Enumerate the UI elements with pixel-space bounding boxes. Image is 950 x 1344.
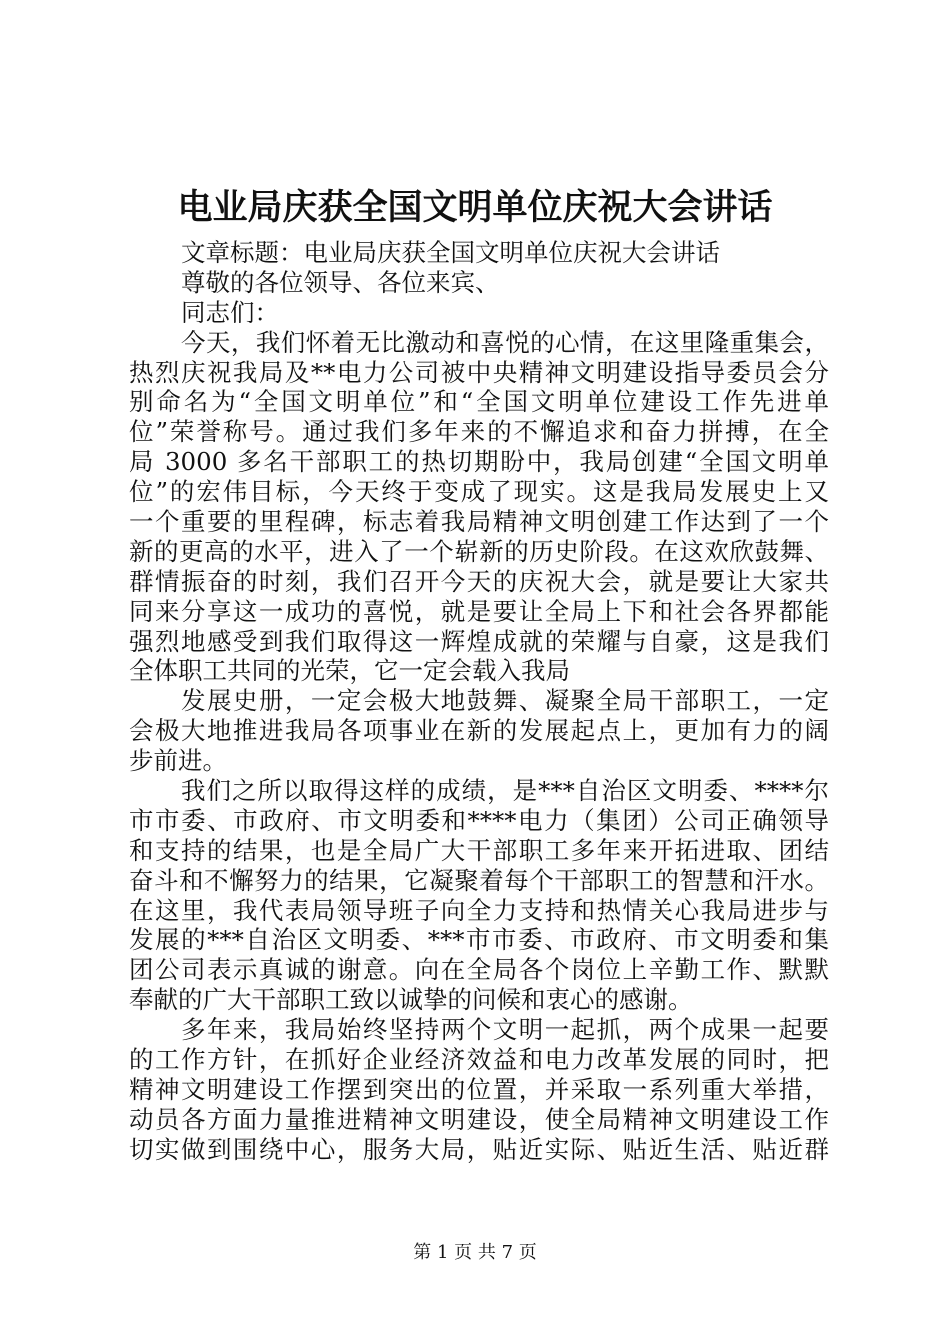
text-line: 多年来，我局始终坚持两个文明一起抓，两个成果一起要 bbox=[181, 1015, 829, 1045]
text-line: 发展史册，一定会极大地鼓舞、凝聚全局干部职工，一定 bbox=[181, 686, 829, 716]
text-line: 全体职工共同的光荣，它一定会载入我局 bbox=[129, 656, 570, 686]
text-line: 位”荣誉称号。通过我们多年来的不懈追求和奋力拼搏，在全 bbox=[129, 417, 829, 447]
text-line: 市市委、市政府、市文明委和****电力（集团）公司正确领导 bbox=[129, 805, 829, 835]
text-line: 会极大地推进我局各项事业在新的发展起点上，更加有力的阔 bbox=[129, 716, 829, 746]
text-line: 群情振奋的时刻，我们召开今天的庆祝大会，就是要让大家共 bbox=[129, 566, 829, 596]
text-line: 奉献的广大干部职工致以诚挚的问候和衷心的感谢。 bbox=[129, 985, 693, 1015]
text-line: 步前进。 bbox=[129, 746, 227, 776]
text-line: 动员各方面力量推进精神文明建设，使全局精神文明建设工作 bbox=[129, 1104, 829, 1134]
text-line: 奋斗和不懈努力的结果，它凝聚着每个干部职工的智慧和汗水。 bbox=[129, 865, 829, 895]
text-line: 尊敬的各位领导、各位来宾、 bbox=[181, 267, 500, 297]
text-line: 同志们： bbox=[181, 297, 279, 327]
text-line: 切实做到围绕中心，服务大局，贴近实际、贴近生活、贴近群 bbox=[129, 1134, 829, 1164]
text-line: 一个重要的里程碑，标志着我局精神文明创建工作达到了一个 bbox=[129, 507, 829, 537]
text-line: 强烈地感受到我们取得这一辉煌成就的荣耀与自豪，这是我们 bbox=[129, 626, 829, 656]
text-line: 的工作方针，在抓好企业经济效益和电力改革发展的同时，把 bbox=[129, 1045, 829, 1075]
text-line: 精神文明建设工作摆到突出的位置，并采取一系列重大举措， bbox=[129, 1074, 829, 1104]
text-line: 和支持的结果，也是全局广大干部职工多年来开拓进取、团结 bbox=[129, 835, 829, 865]
text-line: 团公司表示真诚的谢意。向在全局各个岗位上辛勤工作、默默 bbox=[129, 955, 829, 985]
text-line: 热烈庆祝我局及**电力公司被中央精神文明建设指导委员会分 bbox=[129, 357, 829, 387]
document-title: 电业局庆获全国文明单位庆祝大会讲话 bbox=[177, 187, 773, 228]
text-line: 位”的宏伟目标，今天终于变成了现实。这是我局发展史上又 bbox=[129, 477, 829, 507]
text-line: 今天，我们怀着无比激动和喜悦的心情，在这里隆重集会， bbox=[181, 327, 829, 357]
text-line: 我们之所以取得这样的成绩，是***自治区文明委、****尔 bbox=[181, 776, 829, 806]
document-body bbox=[129, 238, 829, 1165]
text-line: 发展的***自治区文明委、***市市委、市政府、市文明委和集 bbox=[129, 925, 829, 955]
text-line: 文章标题：电业局庆获全国文明单位庆祝大会讲话 bbox=[181, 238, 720, 267]
page-footer: 第 1 页 共 7 页 bbox=[413, 1242, 537, 1263]
text-line: 新的更高的水平，进入了一个崭新的历史阶段。在这欢欣鼓舞、 bbox=[129, 536, 829, 566]
text-line: 局 3000 多名干部职工的热切期盼中，我局创建“全国文明单 bbox=[129, 447, 829, 477]
text-line: 同来分享这一成功的喜悦，就是要让全局上下和社会各界都能 bbox=[129, 596, 829, 626]
text-line: 在这里，我代表局领导班子向全力支持和热情关心我局进步与 bbox=[129, 895, 829, 925]
text-line: 别命名为“全国文明单位”和“全国文明单位建设工作先进单 bbox=[129, 387, 829, 417]
